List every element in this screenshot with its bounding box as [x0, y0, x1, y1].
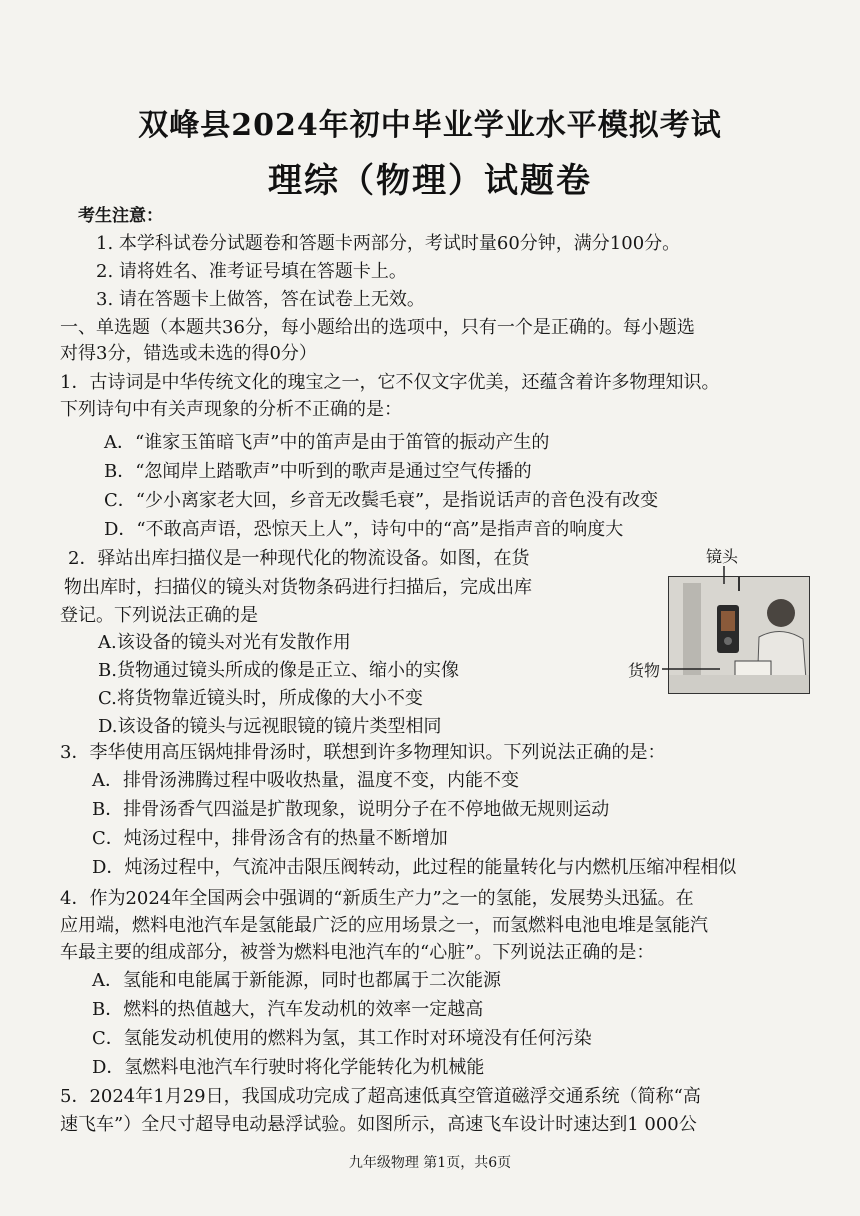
- question-option: C.将货物靠近镜头时，所成像的大小不变: [98, 688, 423, 709]
- scanner-figure: [628, 540, 813, 700]
- question-option: A．氢能和电能属于新能源，同时也都属于二次能源: [92, 970, 501, 991]
- question-option: C．“少小离家老大回，乡音无改鬓毛衰”，是指说话声的音色没有改变: [104, 490, 659, 511]
- question-stem: 登记。下列说法正确的是: [60, 605, 258, 626]
- question-stem: 下列诗句中有关声现象的分析不正确的是：: [60, 399, 402, 420]
- question-option: C．炖汤过程中，排骨汤含有的热量不断增加: [92, 828, 448, 849]
- figure-leader-lines: [628, 540, 813, 700]
- question-option: B.货物通过镜头所成的像是正立、缩小的实像: [98, 660, 459, 681]
- question-stem: 5．2024年1月29日，我国成功完成了超高速低真空管道磁浮交通系统（简称“高: [60, 1086, 701, 1107]
- question-option: C．氢能发动机使用的燃料为氢，其工作时对环境没有任何污染: [92, 1028, 592, 1049]
- question-option: D．炖汤过程中，气流冲击限压阀转动，此过程的能量转化与内燃机压缩冲程相似: [92, 857, 737, 878]
- question-option: D.该设备的镜头与远视眼镜的镜片类型相同: [98, 716, 442, 737]
- question-stem: 应用端，燃料电池汽车是氢能最广泛的应用场景之一，而氢燃料电池电堆是氢能汽: [60, 915, 708, 936]
- question-stem: 物出库时，扫描仪的镜头对货物条码进行扫描后，完成出库: [64, 577, 532, 598]
- section-intro: 对得3分，错选或未选的得0分）: [60, 343, 317, 364]
- question-option: B．“忽闻岸上踏歌声”中听到的歌声是通过空气传播的: [104, 461, 532, 482]
- section-intro: 一、单选题（本题共36分，每小题给出的选项中，只有一个是正确的。每小题选: [60, 317, 695, 338]
- question-option: D．氢燃料电池汽车行驶时将化学能转化为机械能: [92, 1057, 485, 1078]
- exam-subtitle: 理综（物理）试题卷: [268, 161, 592, 201]
- question-option: A．“谁家玉笛暗飞声”中的笛声是由于笛管的振动产生的: [104, 432, 550, 453]
- page-footer: 九年级物理 第1页，共6页: [348, 1155, 512, 1171]
- question-stem: 2．驿站出库扫描仪是一种现代化的物流设备。如图，在货: [68, 548, 530, 569]
- notice-heading: 考生注意：: [78, 206, 163, 226]
- figure-label-goods: 货物: [628, 661, 661, 680]
- question-stem: 3．李华使用高压锅炖排骨汤时，联想到许多物理知识。下列说法正确的是：: [60, 742, 666, 763]
- question-stem: 1．古诗词是中华传统文化的瑰宝之一，它不仅文字优美，还蕴含着许多物理知识。: [60, 372, 720, 393]
- question-option: A．排骨汤沸腾过程中吸收热量，温度不变，内能不变: [92, 770, 519, 791]
- question-option: A.该设备的镜头对光有发散作用: [98, 632, 351, 653]
- question-stem: 4．作为2024年全国两会中强调的“新质生产力”之一的氢能，发展势头迅猛。在: [60, 888, 694, 909]
- notice-item: 3. 请在答题卡上做答，答在试卷上无效。: [96, 289, 425, 310]
- notice-item: 1. 本学科试卷分试题卷和答题卡两部分，考试时量60分钟，满分100分。: [96, 233, 681, 254]
- figure-label-lens: 镜头: [706, 547, 739, 566]
- exam-title: 双峰县2024年初中毕业学业水平模拟考试: [138, 108, 722, 143]
- question-option: B．排骨汤香气四溢是扩散现象，说明分子在不停地做无规则运动: [92, 799, 610, 820]
- notice-item: 2. 请将姓名、准考证号填在答题卡上。: [96, 261, 407, 282]
- question-stem: 车最主要的组成部分，被誉为燃料电池汽车的“心脏”。下列说法正确的是：: [60, 942, 655, 963]
- question-option: B．燃料的热值越大，汽车发动机的效率一定越高: [92, 999, 484, 1020]
- question-stem: 速飞车”）全尺寸超导电动悬浮试验。如图所示，高速飞车设计时速达到1 000公: [60, 1114, 697, 1135]
- question-option: D．“不敢高声语，恐惊天上人”，诗句中的“高”是指声音的响度大: [104, 519, 624, 540]
